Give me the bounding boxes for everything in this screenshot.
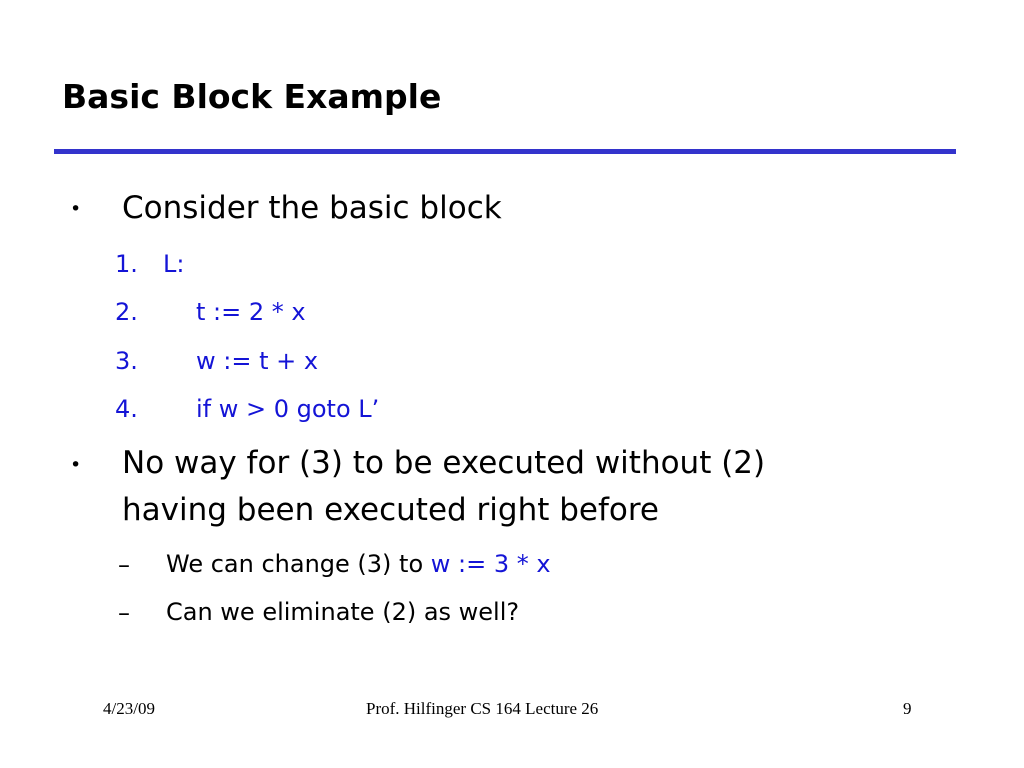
subitem-code: w := 3 * x bbox=[430, 550, 551, 578]
bullet-marker: • bbox=[70, 198, 82, 220]
title-underline bbox=[54, 149, 956, 154]
bullet-text: Consider the basic block bbox=[122, 190, 502, 226]
slide-title: Basic Block Example bbox=[62, 77, 442, 116]
footer-page-number: 9 bbox=[903, 699, 912, 718]
code-line-number: 1. bbox=[115, 250, 138, 278]
subitem-text: Can we eliminate (2) as well? bbox=[166, 598, 520, 626]
code-line: t := 2 * x bbox=[196, 298, 306, 326]
bullet-marker: • bbox=[70, 454, 82, 476]
subitem-marker: – bbox=[118, 599, 130, 627]
footer-date: 4/23/09 bbox=[103, 699, 155, 718]
code-line: if w > 0 goto L’ bbox=[196, 395, 380, 423]
subitem-plain-text: We can change (3) to bbox=[166, 550, 431, 578]
subitem-text bbox=[166, 552, 551, 576]
code-line-number: 4. bbox=[115, 395, 138, 423]
code-line: L: bbox=[163, 250, 185, 278]
code-line-number: 3. bbox=[115, 347, 138, 375]
subitem-marker: – bbox=[118, 551, 130, 579]
bullet-text-line-1: No way for (3) to be executed without (2) bbox=[122, 445, 766, 481]
footer-center: Prof. Hilfinger CS 164 Lecture 26 bbox=[366, 699, 599, 718]
code-line-number: 2. bbox=[115, 298, 138, 326]
bullet-text-line-2: having been executed right before bbox=[122, 492, 660, 528]
code-line: w := t + x bbox=[196, 347, 319, 375]
